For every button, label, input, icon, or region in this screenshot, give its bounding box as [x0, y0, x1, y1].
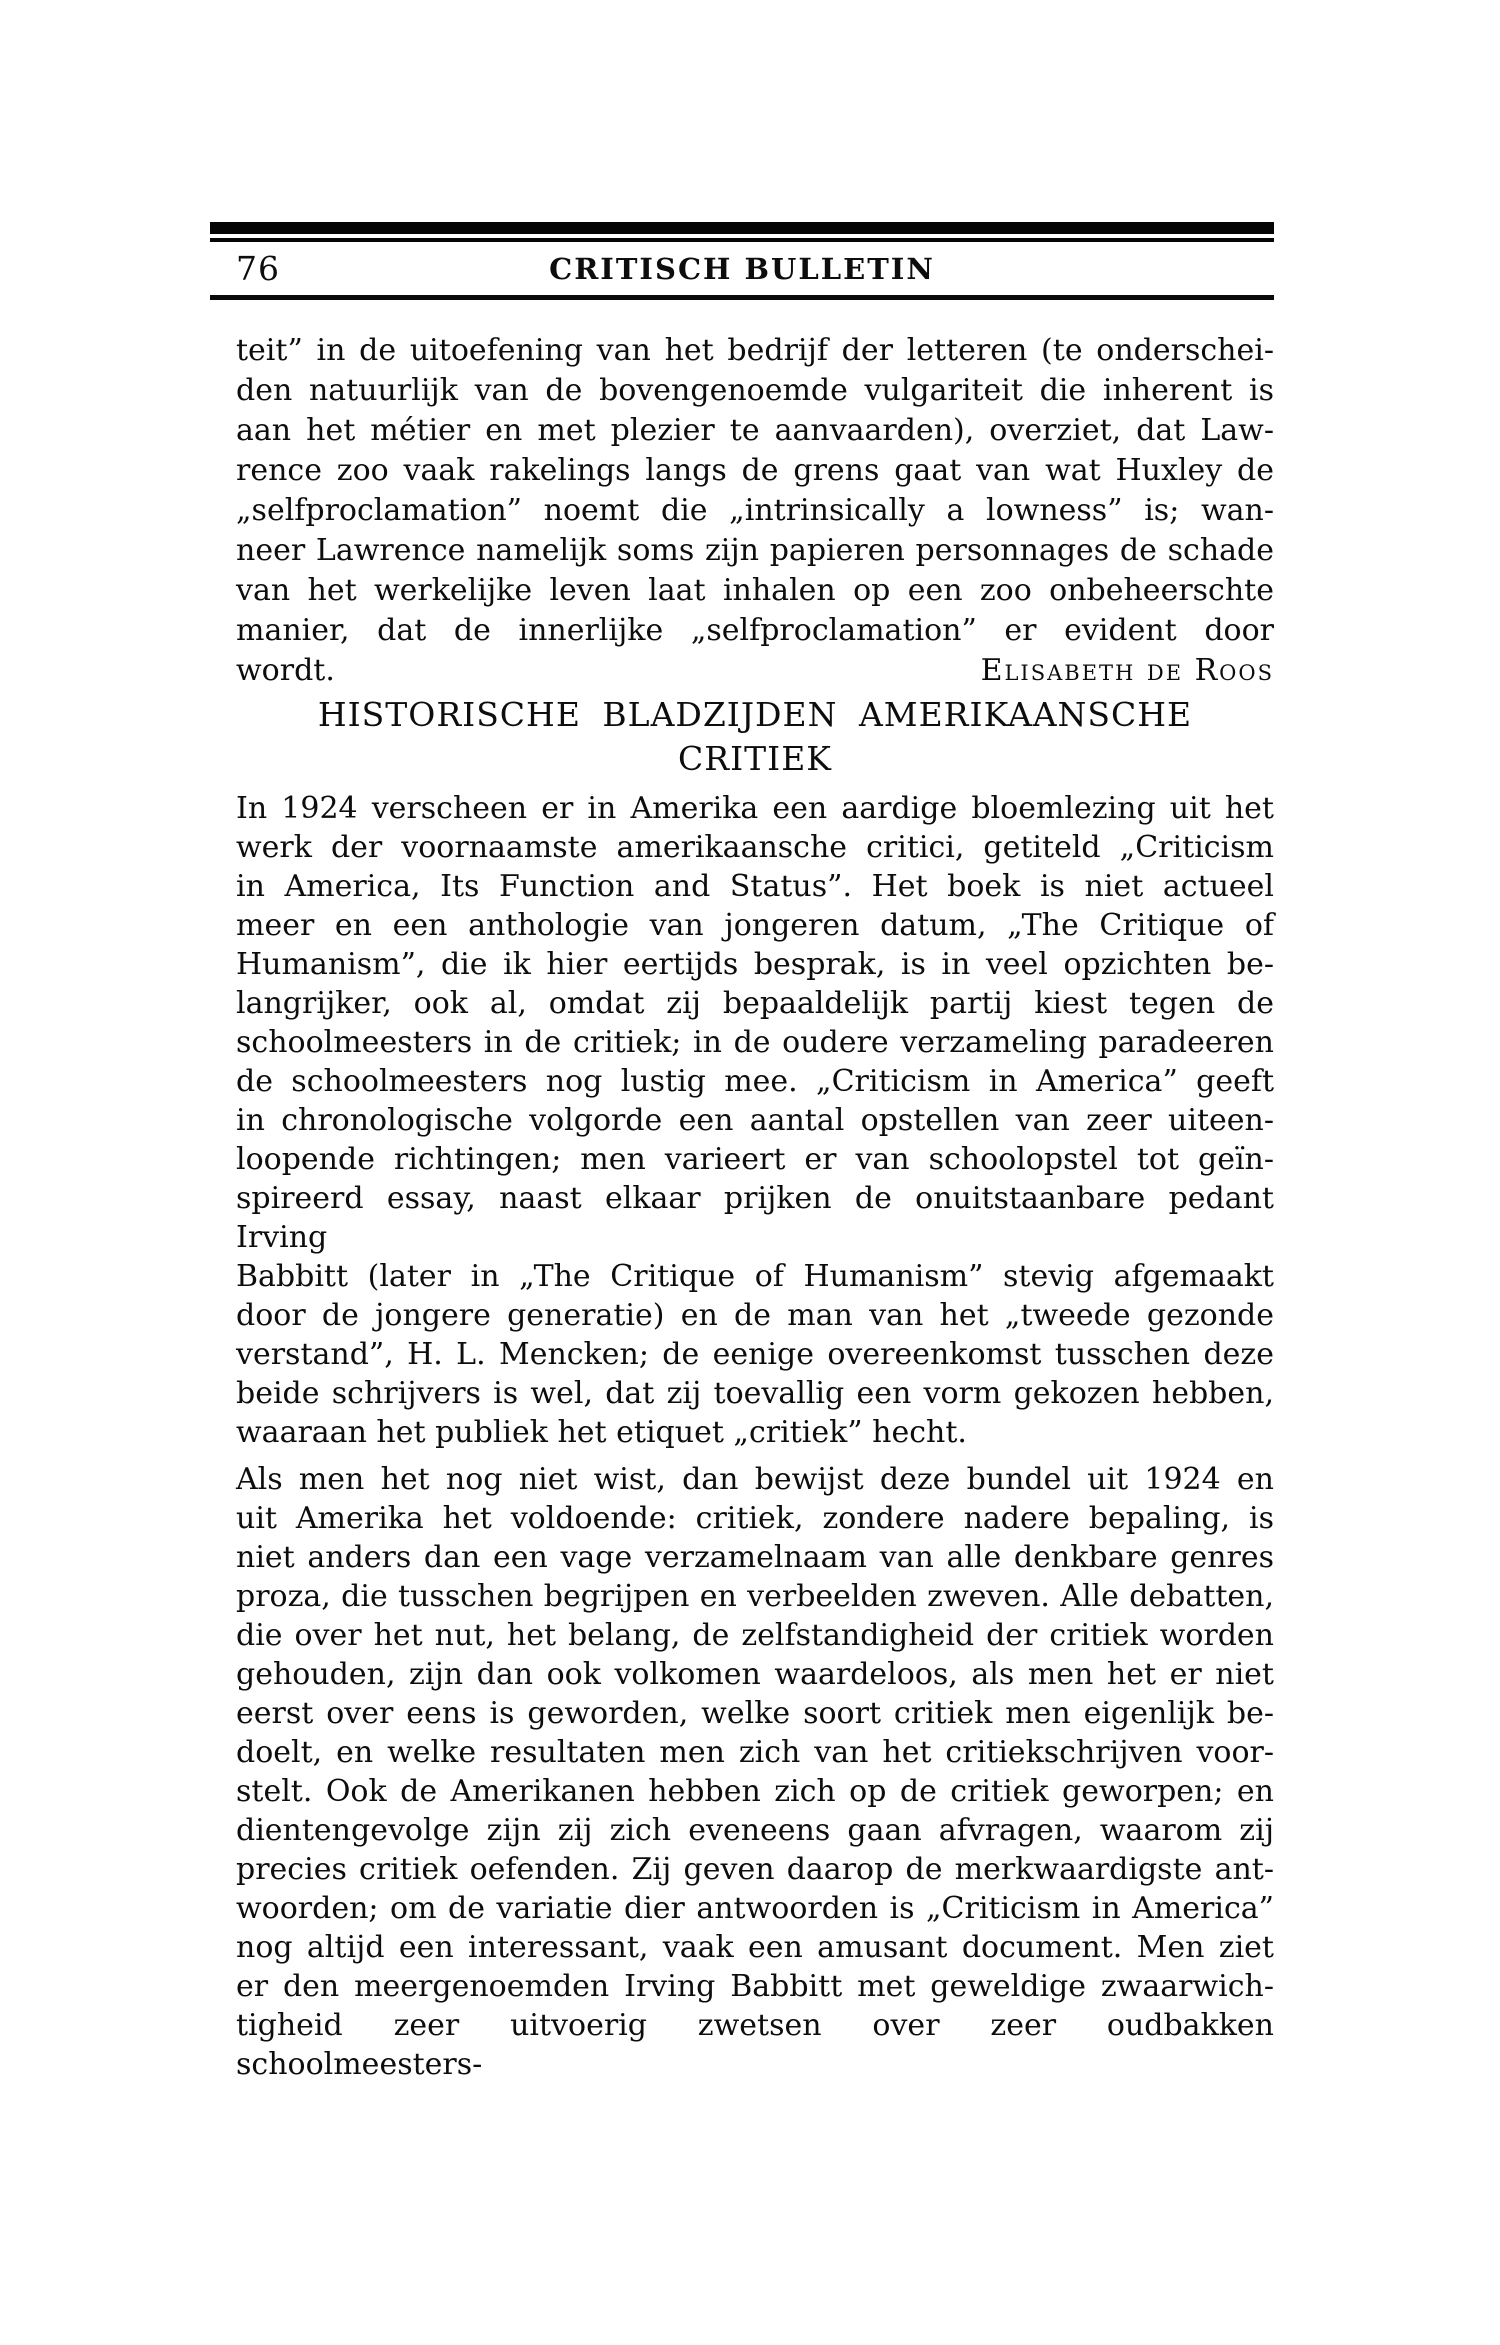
text-line: nog altijd een interessant, vaak een amusant document. Men ziet	[236, 1930, 1274, 1965]
text-line: woorden; om de variatie dier antwoorden is „Criticism in America”	[236, 1891, 1274, 1926]
text-line: doelt, en welke resultaten men zich van het critiekschrijven voor-	[236, 1735, 1274, 1770]
text-line: door de jongere generatie) en de man van het „tweede gezonde	[236, 1298, 1274, 1333]
article	[236, 691, 1274, 2084]
text-line: neer Lawrence namelijk soms zijn papieren personnages de schade	[236, 533, 1274, 568]
article-continuation	[236, 331, 1274, 691]
text-line: tigheid zeer uitvoerig zwetsen over zeer oudbakken schoolmeesters-	[236, 2008, 1274, 2082]
text-block	[236, 331, 1274, 2084]
text-line: dientengevolge zijn zij zich eveneens gaan afvragen, waarom zij	[236, 1813, 1274, 1848]
header-row	[210, 242, 1274, 295]
text-line: teit” in de uitoefening van het bedrijf der letteren (te onderschei-	[236, 333, 1274, 368]
text-line: gehouden, zijn dan ook volkomen waardeloos, als men het er niet	[236, 1657, 1274, 1692]
text-line: meer en een anthologie van jongeren datum, „The Critique of	[236, 908, 1274, 943]
running-head	[210, 222, 1274, 300]
article-title-line2: CRITIEK	[678, 739, 832, 778]
text-line: langrijker, ook al, omdat zij bepaaldelijk partij kiest tegen de	[236, 986, 1274, 1021]
text-line: in chronologische volgorde een aantal opstellen van zeer uiteen-	[236, 1103, 1274, 1138]
article-title-line1: HISTORISCHE BLADZIJDEN AMERIKAANSCHE	[317, 695, 1193, 734]
text-line: van het werkelijke leven laat inhalen op een zoo onbeheerschte	[236, 573, 1274, 608]
text-line: uit Amerika het voldoende: critiek, zondere nadere bepaling, is	[236, 1501, 1274, 1536]
text-line: manier, dat de innerlijke „selfproclamation” er evident door	[236, 613, 1274, 648]
text-line: precies critiek oefenden. Zij geven daarop de merkwaardigste ant-	[236, 1852, 1274, 1887]
text-line: loopende richtingen; men varieert er van schoolopstel tot geïn-	[236, 1142, 1274, 1177]
text-line: verstand”, H. L. Mencken; de eenige overeenkomst tusschen deze	[236, 1337, 1274, 1372]
text-line: er den meergenoemden Irving Babbitt met geweldige zwaarwich-	[236, 1969, 1274, 2004]
header-rule-bottom	[210, 295, 1274, 300]
text-line: spireerd essay, naast elkaar prijken de onuitstaanbare pedant Irving	[236, 1181, 1274, 1255]
text-line: beide schrijvers is wel, dat zij toevallig een vorm gekozen hebben,	[236, 1376, 1274, 1411]
text-line: „selfproclamation” noemt die „intrinsically a lowness” is; wan-	[236, 493, 1274, 528]
text-line: die over het nut, het belang, de zelfstandigheid der critiek worden	[236, 1618, 1274, 1653]
text-line: waaraan het publiek het etiquet „critiek” hecht.	[236, 1415, 967, 1450]
text-line: Humanism”, die ik hier eertijds besprak, is in veel opzichten be-	[236, 947, 1274, 982]
text-line: in America, Its Function and Status”. Het boek is niet actueel	[236, 869, 1274, 904]
article-title	[236, 691, 1274, 781]
header-rule-thick	[210, 222, 1274, 234]
text-line: eerst over eens is geworden, welke soort critiek men eigenlijk be-	[236, 1696, 1274, 1731]
journal-title: CRITISCH BULLETIN	[549, 252, 935, 286]
text-line: proza, die tusschen begrijpen en verbeelden zweven. Alle debatten,	[236, 1579, 1274, 1614]
closing-word: wordt.	[236, 653, 335, 688]
text-line: schoolmeesters in de critiek; in de oudere verzameling paradeeren	[236, 1025, 1274, 1060]
page-number: 76	[236, 249, 280, 288]
text-line: niet anders dan een vage verzamelnaam van alle denkbare genres	[236, 1540, 1274, 1575]
text-line: Babbitt (later in „The Critique of Humanism” stevig afgemaakt	[236, 1259, 1274, 1294]
closing-line	[236, 651, 1274, 691]
article-paragraph-1	[236, 789, 1274, 1452]
text-line: In 1924 verscheen er in Amerika een aardige bloemlezing uit het	[236, 791, 1274, 826]
text-line: aan het métier en met plezier te aanvaarden), overziet, dat Law-	[236, 413, 1274, 448]
text-line: werk der voornaamste amerikaansche critici, getiteld „Criticism	[236, 830, 1274, 865]
continuation-lines	[236, 331, 1274, 651]
text-line: den natuurlijk van de bovengenoemde vulgariteit die inherent is	[236, 373, 1274, 408]
article-paragraph-2	[236, 1460, 1274, 2084]
text-line: stelt. Ook de Amerikanen hebben zich op de critiek geworpen; en	[236, 1774, 1274, 1809]
author-signature: Elisabeth de Roos	[980, 653, 1274, 688]
text-line: Als men het nog niet wist, dan bewijst deze bundel uit 1924 en	[236, 1462, 1274, 1497]
text-line: rence zoo vaak rakelings langs de grens gaat van wat Huxley de	[236, 453, 1274, 488]
text-line: de schoolmeesters nog lustig mee. „Criticism in America” geeft	[236, 1064, 1274, 1099]
